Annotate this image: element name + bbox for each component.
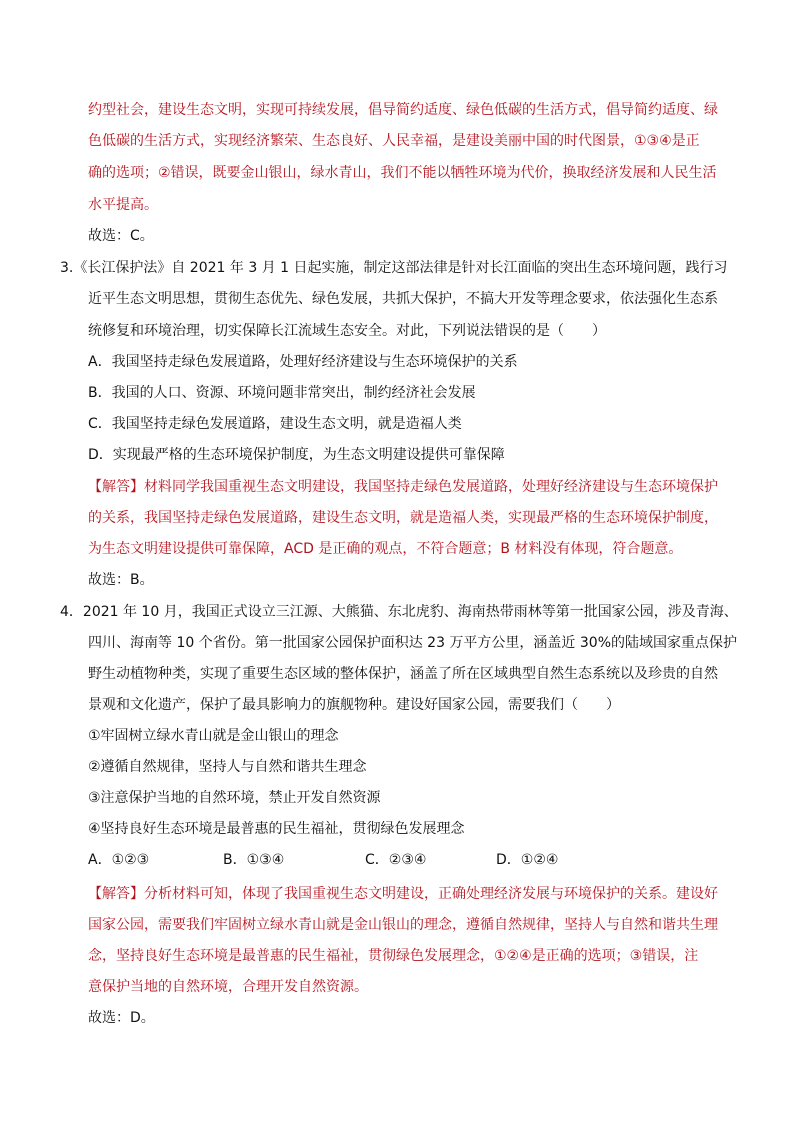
question-4-stem: 4．2021 年 10 月，我国正式设立三江源、大熊猫、东北虎豹、海南热带雨林等第一批国家公园，涉及青海、 (60, 604, 738, 620)
answer-choice: 故选：C。 (88, 228, 154, 244)
option-c: C．我国坚持走绿色发展道路，建设生态文明，就是造福人类 (88, 416, 462, 432)
question-4-stem: 景观和文化遗产，保护了最具影响力的旗舰物种。建设好国家公园，需要我们（ ） (88, 697, 620, 713)
answer-line: 国家公园，需要我们牢固树立绿水青山就是金山银山的理念，遵循自然规律，坚持人与自然和谐共生理 (88, 917, 718, 933)
answer-line: 念，坚持良好生态环境是最普惠的民生福祉，贯彻绿色发展理念，①②④是正确的选项；③错误，注 (88, 948, 699, 964)
question-4-stem: 野生动植物种类，实现了重要生态区域的整体保护，涵盖了所在区域典型自然生态系统以及珍贵的自然 (88, 666, 718, 682)
question-3-stem: 3.《长江保护法》自 2021 年 3 月 1 日起实施，制定这部法律是针对长江面临的突出生态环境问题，践行习 (60, 260, 728, 276)
answer-line (88, 885, 718, 903)
question-3-stem: 统修复和环境治理，切实保障长江流域生态安全。对此，下列说法错误的是（ ） (88, 323, 606, 339)
option-b: B．①③④ (223, 852, 285, 868)
option-d: D．实现最严格的生态环境保护制度，为生态文明建设提供可靠保障 (88, 447, 505, 463)
answer-text: 分析材料可知，体现了我国重视生态文明建设，正确处理经济发展与环境保护的关系。建设好 (144, 886, 718, 902)
answer-line: 水平提高。 (88, 197, 158, 213)
answer-line: 意保护当地的自然环境，合理开发自然资源。 (88, 979, 368, 995)
option-a: A．①②③ (88, 852, 150, 868)
statement-1: ①牢固树立绿水青山就是金山银山的理念 (88, 728, 339, 744)
statement-2: ②遵循自然规律，坚持人与自然和谐共生理念 (88, 759, 367, 775)
statement-4: ④坚持良好生态环境是最普惠的民生福祉，贯彻绿色发展理念 (88, 821, 465, 837)
answer-line: 约型社会，建设生态文明，实现可持续发展，倡导简约适度、绿色低碳的生活方式，倡导简约适度、绿 (88, 102, 718, 118)
answer-line (88, 478, 718, 496)
statement-3: ③注意保护当地的自然环境，禁止开发自然资源 (88, 790, 381, 806)
answer-line: 确的选项；②错误，既要金山银山，绿水青山，我们不能以牺牲环境为代价，换取经济发展和人民生活 (88, 165, 717, 181)
answer-choice: 故选：D。 (88, 1010, 155, 1026)
answer-line: 色低碳的生活方式，实现经济繁荣、生态良好、人民幸福，是建设美丽中国的时代图景，①③④是正 (88, 133, 700, 149)
option-b: B．我国的人口、资源、环境问题非常突出，制约经济社会发展 (88, 385, 476, 401)
answer-choice: 故选：B。 (88, 572, 154, 588)
answer-line: 的关系，我国坚持走绿色发展道路，建设生态文明，就是造福人类，实现最严格的生态环境保护制度， (88, 510, 718, 526)
question-4-stem: 四川、海南等 10 个省份。第一批国家公园保护面积达 23 万平方公里，涵盖近 30%的陆域国家重点保护 (88, 635, 737, 651)
option-d: D．①②④ (496, 852, 559, 868)
answer-tag: 【解答】 (88, 886, 144, 902)
option-c: C．②③④ (365, 852, 427, 868)
answer-tag: 【解答】 (88, 479, 144, 495)
answer-text: 材料同学我国重视生态文明建设，我国坚持走绿色发展道路，处理好经济建设与生态环境保护 (144, 479, 718, 495)
option-a: A．我国坚持走绿色发展道路，处理好经济建设与生态环境保护的关系 (88, 354, 518, 370)
answer-line: 为生态文明建设提供可靠保障，ACD 是正确的观点，不符合题意；B 材料没有体现，符合题意。 (88, 541, 683, 557)
question-3-stem: 近平生态文明思想，贯彻生态优先、绿色发展，共抓大保护，不搞大开发等理念要求，依法强化生态系 (88, 291, 718, 307)
